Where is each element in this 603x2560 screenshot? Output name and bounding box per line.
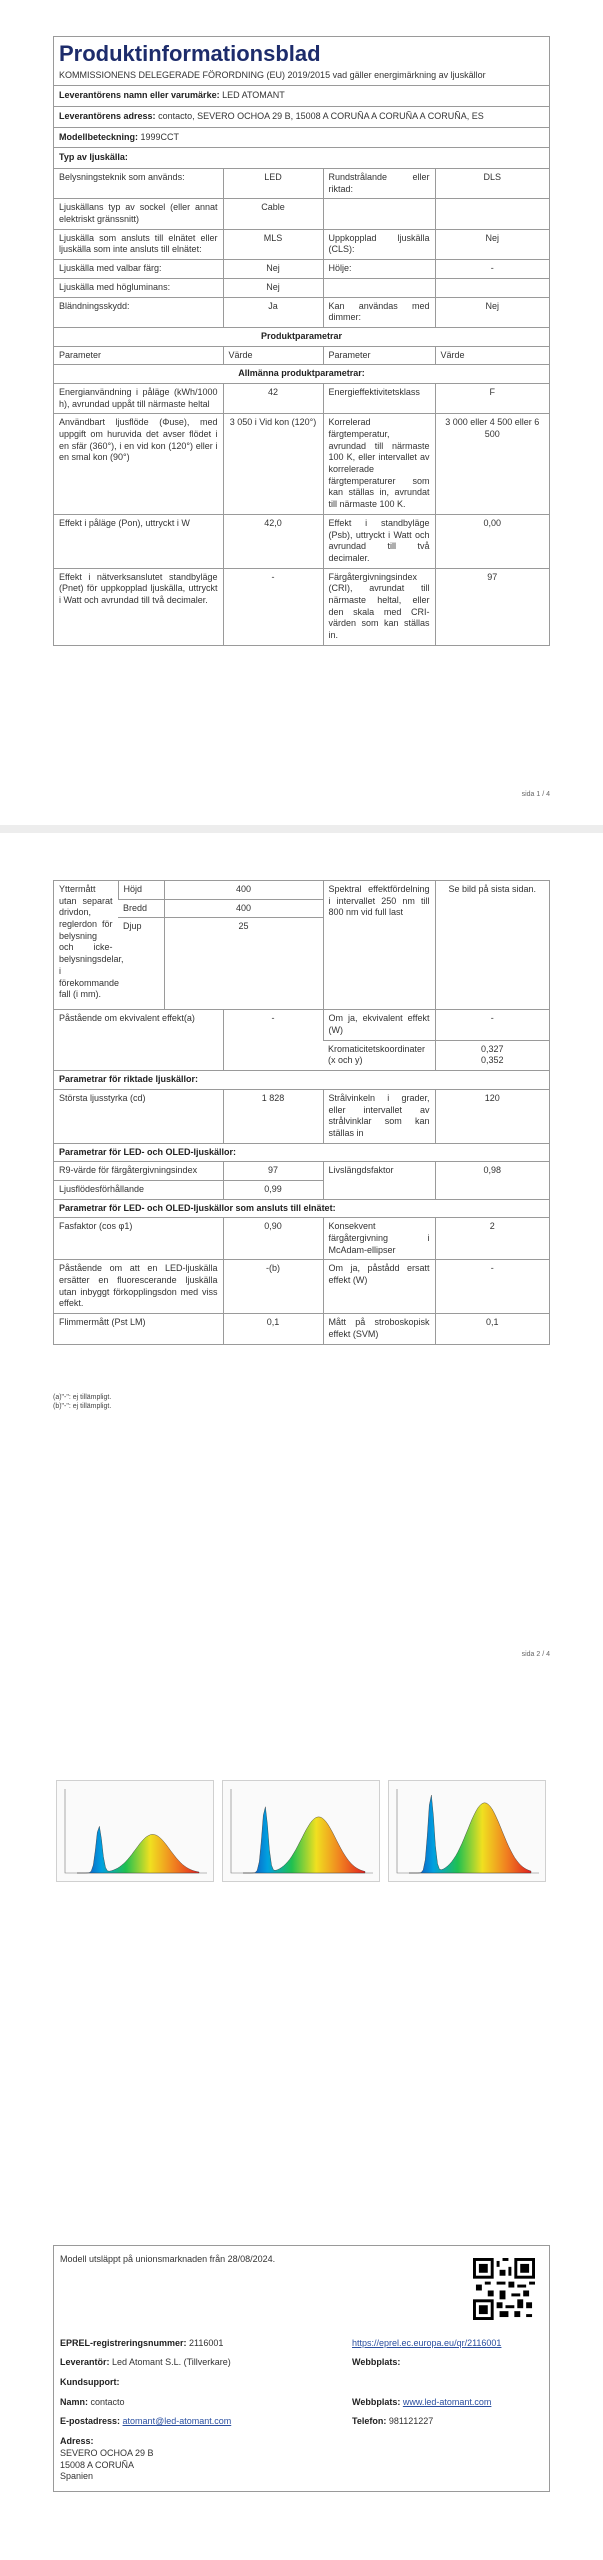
param-label: Effekt i nätverksanslutet standbyläge (Pnet) för uppkopplad ljuskälla, uttryckt i Watt och avrundad till två decimaler. bbox=[54, 568, 223, 645]
type-label-2: Uppkopplad ljuskälla (CLS): bbox=[323, 229, 435, 259]
param-label: Effekt i påläge (Pon), uttryckt i W bbox=[54, 514, 223, 568]
page-4-frame bbox=[53, 2245, 550, 2492]
address-block bbox=[60, 2436, 543, 2483]
website-label: Webbplats: bbox=[352, 2357, 401, 2368]
param-value: 42 bbox=[223, 383, 323, 413]
equiv-w-value: - bbox=[435, 1010, 549, 1040]
dim-value-1: 400 bbox=[164, 899, 323, 918]
dim-value-2: 25 bbox=[164, 918, 323, 1010]
name-value: contacto bbox=[90, 2396, 125, 2407]
type-label: Ljuskälla med högluminans: bbox=[54, 278, 223, 297]
macadam-label: Konsekvent färgåtergivning i McAdam-ellipser bbox=[323, 1218, 435, 1260]
type-value-2 bbox=[435, 199, 549, 229]
page2-table bbox=[54, 881, 549, 1344]
type-label: Belysningsteknik som används: bbox=[54, 169, 223, 199]
spectral-value: Se bild på sista sidan. bbox=[435, 881, 549, 1010]
type-row bbox=[54, 260, 549, 279]
chroma-value bbox=[435, 1040, 549, 1070]
dim-label-1: Bredd bbox=[118, 899, 164, 918]
page-2-frame bbox=[53, 880, 550, 1345]
type-value-2 bbox=[435, 278, 549, 297]
param-label-2: Färgåtergivningsindex (CRI), avrundat till närmaste heltal, eller den skala med CRI-värden som kan ställas in. bbox=[323, 568, 435, 645]
outer-dims-label: Yttermått utan separat drivdon, reglerdon för belysning och icke-belysningsdelar, i förekommande fall (i mm). bbox=[59, 884, 124, 1000]
param-label: Energianvändning i påläge (kWh/1000 h), avrundad uppåt till närmaste heltal bbox=[54, 383, 223, 413]
model-value: 1999CCT bbox=[140, 131, 180, 142]
chroma-x: 0,327 bbox=[480, 1043, 504, 1054]
release-date: Modell utsläppt på unionsmarknaden från 28/08/2024. bbox=[60, 2254, 276, 2264]
r9-value: 97 bbox=[223, 1162, 323, 1181]
type-value: Nej bbox=[223, 278, 323, 297]
type-label-2: Rundstrålande eller riktad: bbox=[323, 169, 435, 199]
type-row bbox=[54, 229, 549, 259]
type-label: Ljuskällans typ av sockel (eller annat elektriskt gränssnitt) bbox=[54, 199, 223, 229]
spectrum-chart-4500k bbox=[222, 1780, 380, 1882]
spectrum-graphic bbox=[389, 1781, 546, 1882]
replace-w-value: - bbox=[435, 1260, 549, 1314]
dim-label-2: Djup bbox=[118, 918, 164, 1010]
note-b: (b)"-": ej tillämpligt. bbox=[53, 1403, 112, 1411]
type-header: Typ av ljuskälla: bbox=[54, 147, 549, 168]
param-label-2: Energieffektivitetsklass bbox=[323, 383, 435, 413]
param-value-2: 3 000 eller 4 500 eller 6 500 bbox=[435, 414, 549, 515]
pf-label: Fasfaktor (cos φ1) bbox=[54, 1218, 223, 1260]
address-value: contacto, SEVERO OCHOA 29 B, 15008 A CORUÑA A CORUÑA A CORUÑA, ES bbox=[158, 110, 484, 121]
flux-label: Ljusflödesförhållande bbox=[54, 1180, 223, 1199]
equiv-value: - bbox=[223, 1010, 323, 1071]
general-row bbox=[54, 568, 549, 645]
dim-label-0: Höjd bbox=[118, 881, 164, 899]
col-value-2: Värde bbox=[435, 346, 549, 365]
spectrum-chart-3000k bbox=[56, 1780, 214, 1882]
life-label: Livslängdsfaktor bbox=[323, 1162, 435, 1199]
col-param: Parameter bbox=[54, 346, 223, 365]
spectrum-graphic bbox=[57, 1781, 214, 1882]
flicker-value: 0,1 bbox=[223, 1314, 323, 1344]
replace-label: Påstående om att en LED-ljuskälla ersätter en fluorescerande ljuskälla utan inbyggt förkopplingsdon med viss effekt. bbox=[54, 1260, 223, 1314]
led-header: Parametrar för LED- och OLED-ljuskällor: bbox=[54, 1143, 549, 1162]
type-label: Ljuskälla med valbar färg: bbox=[54, 260, 223, 279]
type-label-2: Hölje: bbox=[323, 260, 435, 279]
flux-value: 0,99 bbox=[223, 1180, 323, 1199]
mains-header: Parametrar för LED- och OLED-ljuskällor som ansluts till elnätet: bbox=[54, 1199, 549, 1218]
supplier-label-4: Leverantör: bbox=[60, 2357, 110, 2368]
addr-label: Adress: bbox=[60, 2436, 94, 2447]
eprel-label: EPREL-registreringsnummer: bbox=[60, 2337, 187, 2348]
param-value-2: 97 bbox=[435, 568, 549, 645]
param-label-2: Korrelerad färgtemperatur, avrundad till närmaste 100 K, eller intervallet av korrelerade färgtemperaturer som kan ställas in, avrundat till närmaste 100 K. bbox=[323, 414, 435, 515]
type-value-2: Nej bbox=[435, 229, 549, 259]
type-value-2: DLS bbox=[435, 169, 549, 199]
type-label-2 bbox=[323, 199, 435, 229]
general-row bbox=[54, 414, 549, 515]
general-row bbox=[54, 383, 549, 413]
life-value: 0,98 bbox=[435, 1162, 549, 1199]
param-label-2: Effekt i standbyläge (Psb), uttryckt i Watt och avrundad till två decimaler. bbox=[323, 514, 435, 568]
param-value-2: 0,00 bbox=[435, 514, 549, 568]
type-value: Ja bbox=[223, 297, 323, 327]
flicker-label: Flimmermått (Pst LM) bbox=[54, 1314, 223, 1344]
type-row bbox=[54, 278, 549, 297]
phone-value: 981121227 bbox=[388, 2416, 434, 2427]
type-row bbox=[54, 199, 549, 229]
footnotes bbox=[53, 1393, 111, 1411]
site-link[interactable]: www.led-atomant.com bbox=[402, 2396, 492, 2407]
addr-line-3: Spanien bbox=[60, 2471, 94, 2482]
qr-code-icon bbox=[473, 2258, 535, 2320]
model-row bbox=[54, 127, 549, 148]
chroma-label: Kromaticitetskoordinater (x och y) bbox=[323, 1040, 435, 1070]
addr-line-1: SEVERO OCHOA 29 B bbox=[60, 2447, 154, 2458]
note-a: (a)"-": ej tillämpligt. bbox=[53, 1394, 112, 1401]
type-label: Bländningsskydd: bbox=[54, 297, 223, 327]
type-value-2: Nej bbox=[435, 297, 549, 327]
param-value: 42,0 bbox=[223, 514, 323, 568]
model-label: Modellbeteckning: bbox=[59, 131, 139, 142]
address-row bbox=[54, 106, 549, 127]
r9-label: R9-värde för färgåtergivningsindex bbox=[54, 1162, 223, 1181]
name-label: Namn: bbox=[60, 2396, 89, 2407]
eprel-link[interactable]: https://eprel.ec.europa.eu/qr/2116001 bbox=[352, 2337, 502, 2348]
general-header: Allmänna produktparametrar: bbox=[54, 365, 549, 384]
directional-header: Parametrar för riktade ljuskällor: bbox=[54, 1071, 549, 1090]
replace-w-label: Om ja, påstådd ersatt effekt (W) bbox=[323, 1260, 435, 1314]
supplier-label: Leverantörens namn eller varumärke: bbox=[59, 90, 220, 101]
type-row bbox=[54, 169, 549, 199]
type-label: Ljuskälla som ansluts till elnätet eller ljuskälla som inte ansluts till elnätet: bbox=[54, 229, 223, 259]
type-value: Nej bbox=[223, 260, 323, 279]
type-row bbox=[54, 297, 549, 327]
peak-label: Största ljusstyrka (cd) bbox=[54, 1089, 223, 1143]
document-title: Produktinformationsblad bbox=[59, 41, 321, 66]
spectral-label: Spektral effektfördelning i intervallet 250 nm till 800 nm vid full last bbox=[323, 881, 435, 1010]
page-number-1: sida 1 / 4 bbox=[521, 791, 550, 798]
param-value: - bbox=[223, 568, 323, 645]
type-table bbox=[54, 168, 549, 327]
page-number-2: sida 2 / 4 bbox=[521, 1651, 550, 1658]
params-table bbox=[54, 327, 549, 645]
regulation-text: KOMMISSIONENS DELEGERADE FÖRORDNING (EU) 2019/2015 vad gäller energimärkning av ljuskällor bbox=[59, 69, 486, 80]
spectrum-chart-6500k bbox=[388, 1780, 546, 1882]
type-value: Cable bbox=[223, 199, 323, 229]
params-header: Produktparametrar bbox=[54, 327, 549, 346]
page-separator bbox=[0, 825, 603, 833]
param-label: Användbart ljusflöde (Φuse), med uppgift om huruvida det avser flödet i en sfär (360°), i en vid kon (120°) eller i en smal kon (90°) bbox=[54, 414, 223, 515]
supplier-row-4 bbox=[60, 2357, 543, 2369]
equiv-w-label: Om ja, ekvivalent effekt (W) bbox=[323, 1010, 435, 1040]
col-value: Värde bbox=[223, 346, 323, 365]
svm-label: Mått på stroboskopisk effekt (SVM) bbox=[323, 1314, 435, 1344]
chroma-y: 0,352 bbox=[480, 1055, 504, 1066]
email-link[interactable]: atomant@led-atomant.com bbox=[122, 2416, 232, 2427]
phone-label: Telefon: bbox=[352, 2416, 387, 2427]
pf-value: 0,90 bbox=[223, 1218, 323, 1260]
replace-value: -(b) bbox=[223, 1260, 323, 1314]
addr-line-2: 15008 A CORUÑA bbox=[60, 2459, 135, 2470]
page-1-frame bbox=[53, 36, 550, 646]
param-value: 3 050 i Vid kon (120°) bbox=[223, 414, 323, 515]
general-row bbox=[54, 514, 549, 568]
macadam-value: 2 bbox=[435, 1218, 549, 1260]
type-value: MLS bbox=[223, 229, 323, 259]
param-value-2: F bbox=[435, 383, 549, 413]
address-label: Leverantörens adress: bbox=[59, 110, 156, 121]
equiv-label: Påstående om ekvivalent effekt(a) bbox=[54, 1010, 223, 1071]
col-param-2: Parameter bbox=[323, 346, 435, 365]
beam-value: 120 bbox=[435, 1089, 549, 1143]
peak-value: 1 828 bbox=[223, 1089, 323, 1143]
supplier-row bbox=[54, 85, 549, 106]
eprel-row bbox=[60, 2338, 543, 2350]
email-row bbox=[60, 2416, 543, 2428]
beam-label: Strålvinkeln i grader, eller intervallet av strålvinklar som kan ställas in bbox=[323, 1089, 435, 1143]
type-label-2 bbox=[323, 278, 435, 297]
svm-value: 0,1 bbox=[435, 1314, 549, 1344]
support-header: Kundsupport: bbox=[60, 2377, 120, 2388]
name-row bbox=[60, 2397, 543, 2409]
email-label: E-postadress: bbox=[60, 2416, 121, 2427]
type-value: LED bbox=[223, 169, 323, 199]
spectrum-graphic bbox=[223, 1781, 380, 1882]
supplier-value: LED ATOMANT bbox=[222, 90, 285, 101]
type-label-2: Kan användas med dimmer: bbox=[323, 297, 435, 327]
type-value-2: - bbox=[435, 260, 549, 279]
dim-value-0: 400 bbox=[164, 881, 323, 899]
eprel-value: 2116001 bbox=[189, 2337, 224, 2348]
site-label: Webbplats: bbox=[352, 2396, 401, 2407]
supplier-value-4: Led Atomant S.L. (Tillverkare) bbox=[112, 2357, 231, 2368]
